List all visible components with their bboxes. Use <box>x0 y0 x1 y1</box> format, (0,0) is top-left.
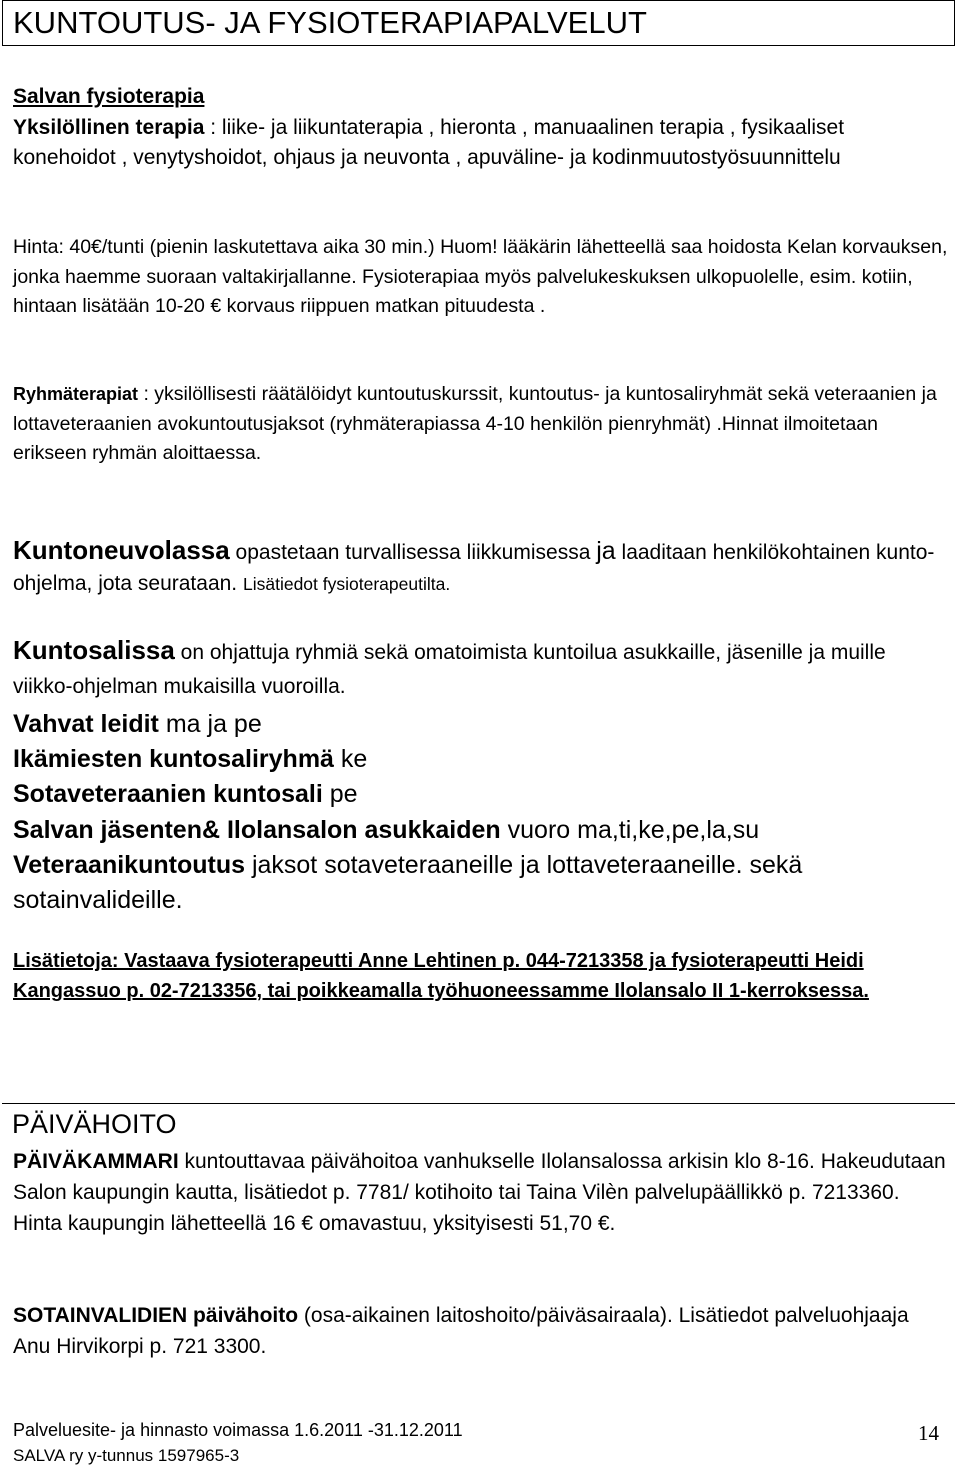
contact-info: Lisätietoja: Vastaava fysioterapeutti Anne Lehtinen p. 044-7213358 ja fysioterapeutti Heidi Kangassuo p. 02-7213356, tai poikkeamalla työhuoneessamme Ilolansalo II 1-kerroksessa. <box>13 950 869 1002</box>
paivakammari-paragraph <box>13 1146 948 1239</box>
schedule-item <box>13 848 948 918</box>
individual-therapy-label: Yksilöllinen terapia <box>13 115 205 139</box>
schedule-item <box>13 742 948 777</box>
page-title: KUNTOUTUS- JA FYSIOTERAPIAPALVELUT <box>13 5 647 40</box>
kuntosali-paragraph <box>13 633 948 704</box>
schedule-item-name: Veteraanikuntoutus <box>13 850 245 879</box>
kuntoneuvola-paragraph <box>13 535 948 600</box>
group-therapy-label: Ryhmäterapiat <box>13 384 139 404</box>
kuntosali-label: Kuntosalissa <box>13 635 175 665</box>
sotainvalidi-text: (osa-aikainen laitoshoito/päiväsairaala). Lisätiedot palveluohjaaja Anu Hirvikorpi p. 721 3300. <box>13 1304 909 1358</box>
schedule-item-days: vuoro ma,ti,ke,pe,la,su <box>500 815 760 844</box>
physio-section <box>13 82 948 174</box>
page-number: 14 <box>918 1421 939 1445</box>
kuntoneuvola-text-b: laaditaan henkilökohtainen kunto-ohjelma, jota seurataan. <box>13 541 935 595</box>
schedule-item-name: Sotaveteraanien kuntosali <box>13 780 323 809</box>
kuntoneuvola-ja: ja <box>596 537 616 565</box>
footer-validity: Palveluesite- ja hinnasto voimassa 1.6.2011 -31.12.2011 <box>13 1420 463 1440</box>
kuntoneuvola-text-a: opastetaan turvallisessa liikkumisessa <box>229 541 597 564</box>
schedule-item-name: Ikämiesten kuntosaliryhmä <box>13 745 334 774</box>
page-title-box <box>2 0 955 46</box>
individual-therapy-text: : liike- ja liikuntaterapia , hieronta , manuaalinen terapia , fysikaaliset konehoidot , venytyshoidot, ohjaus ja neuvonta , apuväline- ja kodinmuutostyösuunnittelu <box>13 115 845 169</box>
group-therapy-text: : yksilöllisesti räätälöidyt kuntoutuskurssit, kuntoutus- ja kuntosaliryhmät sekä veteraanien ja lottaveteraanien avokuntoutusjaksot (ryhmäterapiassa 4-10 henkilön pienryhmät) .Hinnat ilmoitetaan erikseen ryhmän aloittaessa. <box>13 383 937 464</box>
schedule-list <box>13 707 948 918</box>
schedule-item-name: Vahvat leidit <box>13 710 159 738</box>
group-therapy-paragraph <box>13 380 948 469</box>
sotainvalidi-label: SOTAINVALIDIEN päivähoito <box>13 1304 299 1327</box>
footer-business-id: SALVA ry y-tunnus 1597965-3 <box>13 1446 240 1465</box>
daycare-title: PÄIVÄHOITO <box>12 1109 177 1139</box>
schedule-item-days: ma ja pe <box>158 710 262 738</box>
schedule-item <box>13 777 948 812</box>
daycare-title-box <box>2 1103 955 1142</box>
kuntoneuvola-label: Kuntoneuvolassa <box>13 535 230 565</box>
physio-title: Salvan fysioterapia <box>13 85 205 108</box>
paivakammari-label: PÄIVÄKAMMARI <box>13 1150 179 1173</box>
kuntosali-text: on ohjattuja ryhmiä sekä omatoimista kuntoilua asukkaille, jäsenille ja muille viikko-ohjelman mukaisilla vuoroilla. <box>13 641 886 698</box>
physio-price-text: Hinta: 40€/tunti (pienin laskutettava aika 30 min.) Huom! lääkärin lähetteellä saa hoidosta Kelan korvauksen, jonka haemme suoraan valtakirjallanne. Fysioterapiaa myös palvelukeskuksen ulkopuolelle, esim. kotiin, hintaan lisätään 10-20 € korvaus riippuen matkan pituudesta . <box>13 236 948 317</box>
kuntoneuvola-more-info: Lisätiedot fysioterapeutilta. <box>242 574 451 594</box>
sotainvalidi-paragraph <box>13 1300 948 1362</box>
paivakammari-text: kuntouttavaa päivähoitoa vanhukselle Ilolansalossa arkisin klo 8-16. Hakeudutaan Salon kaupungin kautta, lisätiedot p. 7781/ kotihoito tai Taina Vilèn palvelupäällikkö p. 7213360. Hinta kaupungin lähetteellä 16 € omavastuu, yksityisesti 51,70 €. <box>13 1150 946 1235</box>
schedule-item <box>13 813 948 848</box>
physio-price-paragraph <box>13 233 948 322</box>
schedule-item-days: jaksot sotaveteraaneille ja lottaveteraaneille. sekä sotainvalideille. <box>13 850 803 915</box>
schedule-item <box>13 707 948 742</box>
schedule-item-days: pe <box>322 780 358 809</box>
schedule-item-days: ke <box>333 745 368 774</box>
schedule-item-name: Salvan jäsenten& Ilolansalon asukkaiden <box>13 815 501 844</box>
